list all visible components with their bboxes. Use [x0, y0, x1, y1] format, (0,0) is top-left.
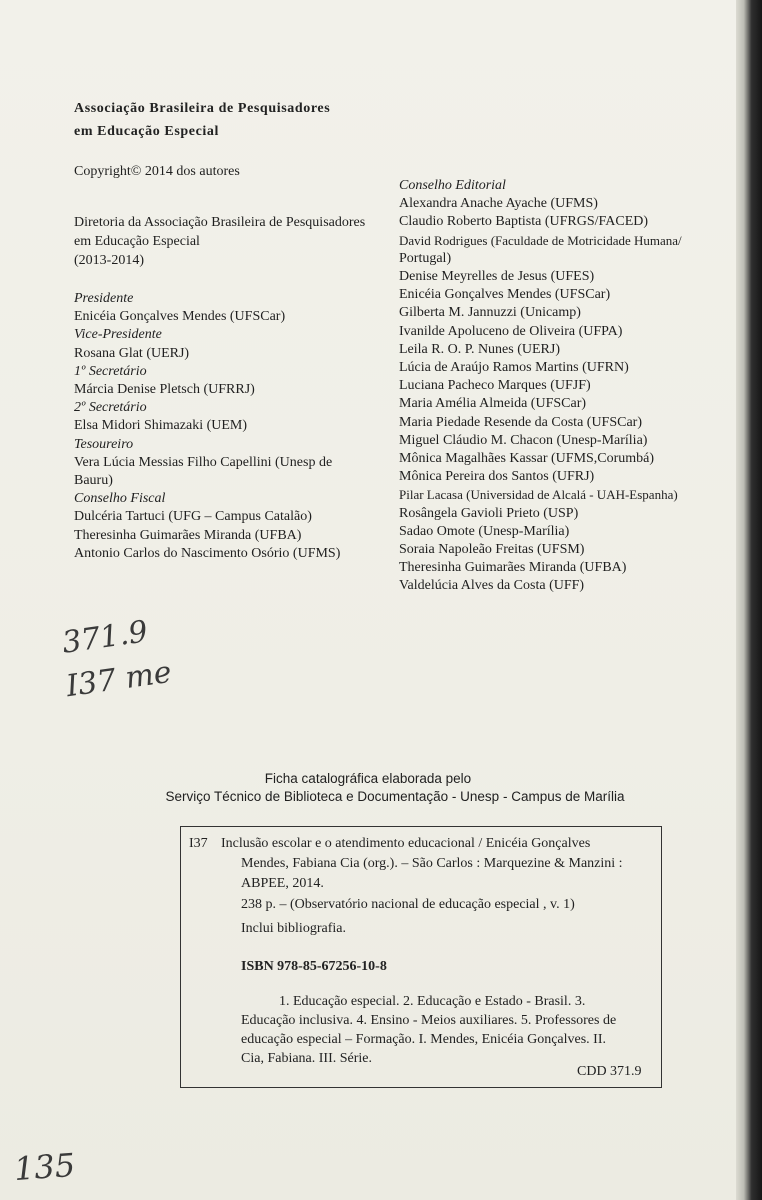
entry-line: ABPEE, 2014.: [241, 876, 324, 891]
editorial-member: Pilar Lacasa (Universidad de Alcalá - UAH-Espanha): [399, 487, 678, 503]
subject-line: educação especial – Formação. I. Mendes, Enicéia Gonçalves. II.: [241, 1032, 607, 1047]
editorial-member: Portugal): [399, 250, 452, 266]
subject-line: Cia, Fabiana. III. Série.: [241, 1051, 373, 1066]
editorial-member: Ivanilde Apoluceno de Oliveira (UFPA): [399, 323, 623, 339]
handwritten-corner-number: 135: [12, 1145, 77, 1189]
editorial-member: Alexandra Anache Ayache (UFMS): [399, 196, 598, 212]
board-role: Presidente: [74, 291, 134, 306]
editorial-member: Valdelúcia Alves da Costa (UFF): [399, 578, 585, 594]
editorial-member: Mônica Pereira dos Santos (UFRJ): [399, 469, 595, 485]
org-name-line1: Associação Brasileira de Pesquisadores: [74, 101, 331, 116]
entry-line: Mendes, Fabiana Cia (org.). – São Carlos : Marquezine & Manzini :: [241, 856, 623, 871]
board-member: Vera Lúcia Messias Filho Capellini (Unesp de: [74, 454, 333, 470]
board-member: Elsa Midori Shimazaki (UEM): [74, 418, 248, 434]
editorial-member: Maria Amélia Almeida (UFSCar): [399, 396, 587, 412]
editorial-member: Rosângela Gavioli Prieto (USP): [399, 505, 579, 521]
board-role: Tesoureiro: [74, 436, 134, 452]
board-role: Vice-Presidente: [74, 327, 162, 343]
editorial-member: Luciana Pacheco Marques (UFJF): [399, 378, 591, 394]
board-member: Bauru): [74, 473, 113, 489]
board-member: Antonio Carlos do Nascimento Osório (UFMS): [74, 545, 341, 561]
handwritten-classification: 371.9: [59, 614, 150, 661]
directorate-line2: em Educação Especial: [74, 234, 200, 249]
cdd-number: CDD 371.9: [577, 1064, 642, 1079]
directorate-line3: (2013-2014): [74, 253, 144, 268]
editorial-member: Soraia Napoleão Freitas (UFSM): [399, 542, 585, 558]
editorial-member: Claudio Roberto Baptista (UFRGS/FACED): [399, 214, 649, 230]
board-list: [74, 290, 374, 563]
editorial-title: Conselho Editorial: [399, 178, 506, 193]
handwritten-cutter: I37 me: [64, 654, 174, 705]
subject-line: Educação inclusiva. 4. Ensino - Meios auxiliares. 5. Professores de: [241, 1013, 617, 1028]
board-member: Rosana Glat (UERJ): [74, 345, 190, 361]
editorial-member: Gilberta M. Jannuzzi (Unicamp): [399, 305, 581, 321]
catalog-card: [180, 826, 662, 1088]
catalog-note-line1: Ficha catalográfica elaborada pelo: [264, 771, 472, 786]
catalog-note-line2: Serviço Técnico de Biblioteca e Documentação - Unesp - Campus de Marília: [165, 789, 625, 804]
editorial-member: Sadao Omote (Unesp-Marília): [399, 523, 570, 539]
page-edge-shadow: [736, 0, 762, 1200]
board-member: Theresinha Guimarães Miranda (UFBA): [74, 527, 302, 543]
editorial-member: Theresinha Guimarães Miranda (UFBA): [399, 560, 627, 576]
editorial-member: Lúcia de Araújo Ramos Martins (UFRN): [399, 360, 629, 376]
editorial-member: David Rodrigues (Faculdade de Motricidade Humana/: [399, 232, 682, 248]
pagination-series: 238 p. – (Observatório nacional de educação especial , v. 1): [241, 897, 575, 912]
subject-line: 1. Educação especial. 2. Educação e Estado - Brasil. 3.: [279, 994, 586, 1009]
board-role: 2º Secretário: [74, 400, 147, 416]
editorial-member: Leila R. O. P. Nunes (UERJ): [399, 341, 560, 357]
org-name-line2: em Educação Especial: [74, 124, 219, 139]
editorial-member: Mônica Magalhães Kassar (UFMS,Corumbá): [399, 451, 655, 467]
bibliography-note: Inclui bibliografia.: [241, 921, 346, 936]
isbn: ISBN 978-85-67256-10-8: [241, 959, 387, 974]
editorial-member: Maria Piedade Resende da Costa (UFSCar): [399, 414, 642, 430]
board-role: Conselho Fiscal: [74, 491, 166, 507]
editorial-member: Denise Meyrelles de Jesus (UFES): [399, 269, 595, 285]
board-member: Dulcéria Tartuci (UFG – Campus Catalão): [74, 509, 312, 525]
directorate-line1: Diretoria da Associação Brasileira de Pesquisadores: [74, 215, 366, 230]
board-role: 1º Secretário: [74, 363, 147, 379]
board-member: Enicéia Gonçalves Mendes (UFSCar): [74, 309, 286, 325]
editorial-member: Enicéia Gonçalves Mendes (UFSCar): [399, 287, 611, 303]
entry-line: Inclusão escolar e o atendimento educacional / Enicéia Gonçalves: [221, 836, 591, 851]
call-number: I37: [189, 836, 208, 851]
editorial-member: Miguel Cláudio M. Chacon (Unesp-Marília): [399, 432, 648, 448]
board-member: Márcia Denise Pletsch (UFRRJ): [74, 382, 255, 398]
editorial-board-list: [399, 177, 729, 596]
copyright-notice: Copyright© 2014 dos autores: [74, 164, 240, 179]
